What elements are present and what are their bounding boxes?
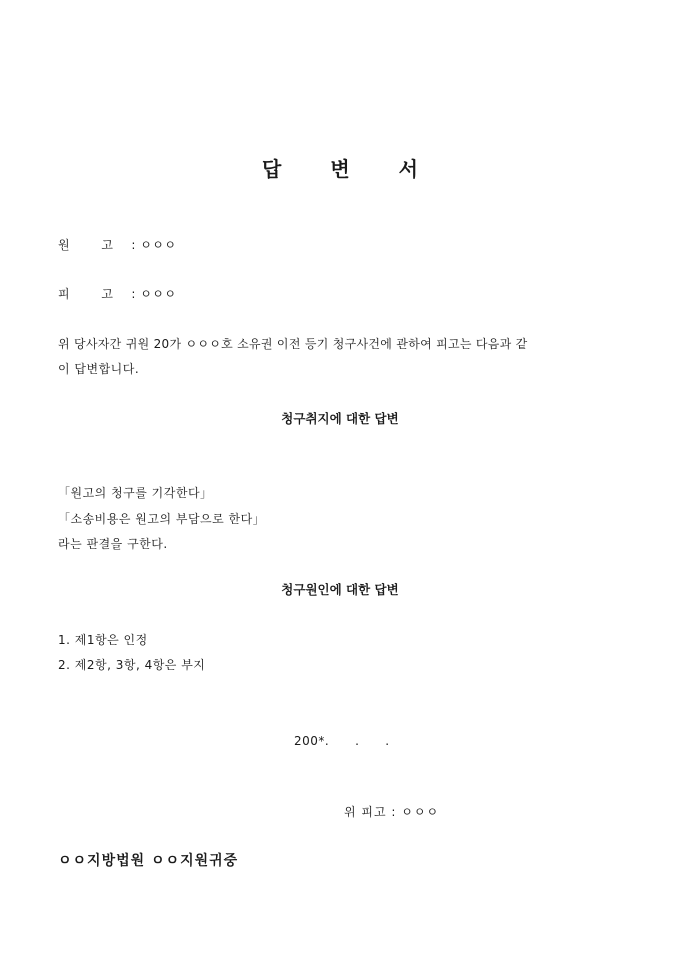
claim-line-1: 「원고의 청구를 기각한다」 <box>58 486 213 500</box>
cause-item-2: 2. 제2항, 3항, 4항은 부지 <box>58 658 206 672</box>
signature-line: 위 피고 : ㅇㅇㅇ <box>344 805 440 819</box>
cause-item-1: 1. 제1항은 인정 <box>58 633 148 647</box>
claim-line-3: 라는 판결을 구한다. <box>58 537 168 551</box>
court-addressee: ㅇㅇ지방법원 ㅇㅇ지원귀중 <box>58 853 239 869</box>
plaintiff-value: ㅇㅇㅇ <box>140 238 177 252</box>
defendant-line <box>58 286 176 302</box>
claim-line-2: 「소송비용은 원고의 부담으로 한다」 <box>58 512 266 526</box>
defendant-separator: : <box>131 287 136 301</box>
intro-line-2: 이 답변합니다. <box>58 362 140 376</box>
section-heading-claim: 청구취지에 대한 답변 <box>281 411 399 426</box>
section-heading-cause: 청구원인에 대한 답변 <box>281 582 399 597</box>
document-title: 답 변 서 <box>262 157 418 181</box>
intro-line-1: 위 당사자간 귀원 20가 ㅇㅇㅇ호 소유권 이전 등기 청구사건에 관하여 피고는 다음과 같 <box>58 337 528 351</box>
document-date: 200*. . . <box>294 734 390 748</box>
plaintiff-line <box>58 237 176 253</box>
defendant-value: ㅇㅇㅇ <box>140 287 177 301</box>
defendant-label: 피 고 <box>58 287 127 301</box>
plaintiff-label: 원 고 <box>58 238 127 252</box>
plaintiff-separator: : <box>131 238 136 252</box>
